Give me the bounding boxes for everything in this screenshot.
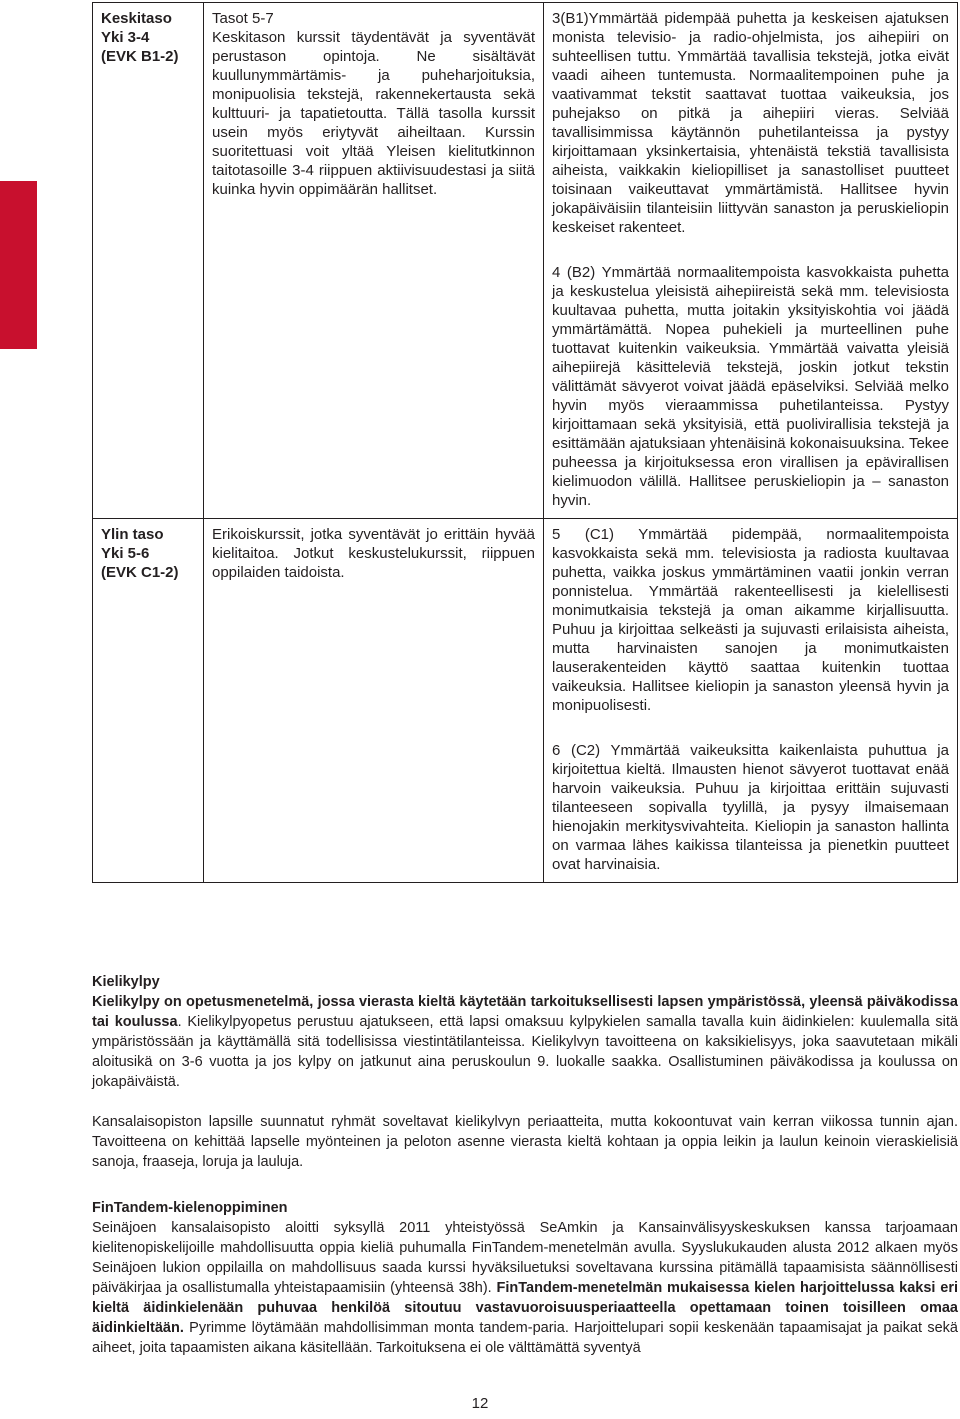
lead-bold-text: Kielikylpy on opetusmenetelmä, jossa vierasta kieltä käytetään tarkoituksellisesti lapsen ympäristössä, yleensä päiväkodissa tai koulussa [92,994,958,1030]
courses-cell [204,519,544,883]
language-levels-table [92,2,958,883]
paragraph-bold-text: FinTandem-menetelmän mukaisessa kielen harjoittelussa kaksi eri kieltä äidinkielenään puhuvaa henkilöä sitoutuu vastavuoroisuusperiaatteella opettamaan toinen toisilleen omaa äidinkieltään. [92,1280,958,1336]
courses-text: Erikoiskurssit, jotka syventävät jo erittäin hyvää kielitaitoa. Jotkut keskustelukurssit, riippuen oppilaiden taidoista. [212,526,535,581]
skill-description: 5 (C1) Ymmärtää pidempää, normaalitempoista kasvokkaista sekä mm. televisiosta ja radiosta kuultavaa puhetta, vaikka joskus ymmärtäminen vaatii jonkin verran ponnistelua. Ymmärtää rakenteellisesti ja kielellisesti monimutkaisia tekstejä ja oman aikamme kirjallisuutta. Puhuu ja kirjoittaa selkeästi ja sujuvasti erilaisista aiheista, mutta harvinaisten sanojen ja monimutkaisten lauserakenteiden käyttö saattaa kuitenkin tuottaa vaikeuksia. Hallitsee kieliopin ja sanaston yleensä hyvin ja monipuolisesti. [552,526,949,714]
fintandem-section [92,1198,958,1358]
section-paragraph [92,992,958,1092]
section-paragraph: Kansalaisopiston lapsille suunnatut ryhmät soveltavat kielikylvyn periaatteita, mutta kokoontuvat vain kerran viikossa tunnin ajan. Tavoitteena on kehittää lapselle myönteinen ja peloton asenne vierasta kieltä kohtaan ja oppia leikin ja laulun keinoin vieraskielisiä sanoja, fraaseja, loruja ja lauluja. [92,1114,958,1170]
side-color-tab [0,181,37,349]
level-name-cell [93,3,204,519]
lead-text: . Kielikylpyopetus perustuu ajatukseen, että lapsi omaksuu kylpykielen samalla tavalla kuin äidinkielen: kuulemalla sitä ympäristössään ja käyttämällä sitä todellisissa viestintätilanteissa. Kielikylvyn tavoitteena on kaksikielisyys, joka saavutetaan mikäli aloitusikä on 3-6 vuotta ja jos kylpy on jatkunut aina peruskoulun 9. luokalle saakka. Osallistuminen päiväkodissa ja koulussa on jokapäiväistä. [92,1014,958,1090]
section-paragraph [92,1218,958,1358]
level-name-cell [93,519,204,883]
kielikylpy-section [92,972,958,1172]
courses-cell [204,3,544,519]
section-heading: FinTandem-kielenoppiminen [92,1200,288,1216]
skills-cell [544,3,958,519]
skill-description: 6 (C2) Ymmärtää vaikeuksitta kaikenlaista puhuttua ja kirjoitettua kieltä. Ilmausten hienot sävyerot tuottavat enää harvoin vaikeuksia. Puhuu ja kirjoittaa erittäin sujuvasti tilanteeseen sopivalla tyylillä, ja pysyy ilmaisemaan hienojakin merkitysvivahteita. Kieliopin ja sanaston hallinta on varmaa lähes kaikissa tilanteissa ja pienetkin puutteet ovat harvinaisia. [552,742,949,873]
level-name: Keskitaso Yki 3-4 (EVK B1-2) [101,10,179,65]
courses-text: Tasot 5-7 Keskitason kurssit täydentävät ja syventävät perustason opintoja. Ne sisältävät kuullunymmärtämis- ja puheharjoituksia, monipuolisia tekstejä, rakennekertausta sekä kulttuuri- ja tapatietoutta. Tällä tasolla kurssit usein myös eriytyvät aiheiltaan. Kurssin suoritettuasi voit yltää Yleisen kielitutkinnon taitotasoille 3-4 riippuen aktiivisuudestasi ja siitä kuinka hyvin oppimäärän hallitset. [212,10,535,198]
table-row [93,3,958,519]
skill-description: 4 (B2) Ymmärtää normaalitempoista kasvokkaista puhetta ja keskustelua yleisistä aihepiireistä sekä mm. televisiosta kuultavaa puhetta, mutta joitakin yksityiskohtia voi jäädä ymmärtämättä. Nopea puhekieli ja murteellinen puhe tuottavat kuitenkin vaikeuksia. Ymmärtää vaivatta yleisiä aihepiirejä käsitteleviä tekstejä, joskin jotkut tekstin välittämät sävyerot voivat jäädä epäselviksi. Selviää melko hyvin myös vieraammissa puhetilanteissa. Pystyy kirjoittamaan sekä yksityisiä, että puolivirallisia tekstejä ja esittämään ajatuksiaan yhtenäisinä kokonaisuuksina. Tekee puheessa ja kirjoituksessa eron virallisen ja epävirallisen kielimuodon välillä. Hallitsee peruskieliopin ja – sanaston hyvin. [552,264,949,509]
section-heading: Kielikylpy [92,974,160,990]
level-name: Ylin taso Yki 5-6 (EVK C1-2) [101,526,179,581]
paragraph-text: Pyrimme löytämään mahdollisimman monta tandem-paria. Harjoittelupari sopii keskenään tapaamisajat ja paikat sekä aiheet, joita tapaamisten aikana käsitellään. Tarkoituksena ei ole välttämättä syventyä [92,1320,958,1356]
paragraph-text: Seinäjoen kansalaisopisto aloitti syksyllä 2011 yhteistyössä SeAmkin ja Kansainvälisyyskeskuksen kanssa tarjoamaan kielitenopiskelijoille mahdollisuutta oppia kieliä puhumalla FinTandem-menetelmän avulla. Syyslukukauden alusta 2012 alkaen myös Seinäjoen lukion oppilailla on mahdollisuus saada kurssi hyväksiluetuksi soveltavana kurssina pitämällä tapaamisista säännöllisesti päiväkirjaa ja osallistumalla yhteistapaamisiin (yhteensä 38h). [92,1220,958,1296]
table-row [93,519,958,883]
skills-cell [544,519,958,883]
skill-description: 3(B1)Ymmärtää pidempää puhetta ja keskeisen ajatuksen monista televisio- ja radio-ohjelmista, jos aihepiiri on suhteellisen tuttu. Ymmärtää tavallisia tekstejä, jotka eivät vaadi aiheen tuntemusta. Normaalitempoinen puhe ja vaativammat tekstit saattavat tuottaa vaikeuksia, jos puhejakso on pitkä ja aihepiiri vieras. Selviää tavallisimmissa käytännön puhetilanteissa ja pystyy kirjoittamaan yksinkertaisia, yhtenäistä tekstiä tavallisista aiheista, vaikkakin kieliopilliset ja sanastolliset puutteet toisinaan vaikeuttavat ymmärtämistä. Hallitsee hyvin jokapäiväisiin tilanteisiin liittyvän sanaston ja peruskieliopin keskeiset rakenteet. [552,10,949,236]
page-number: 12 [471,1395,489,1412]
